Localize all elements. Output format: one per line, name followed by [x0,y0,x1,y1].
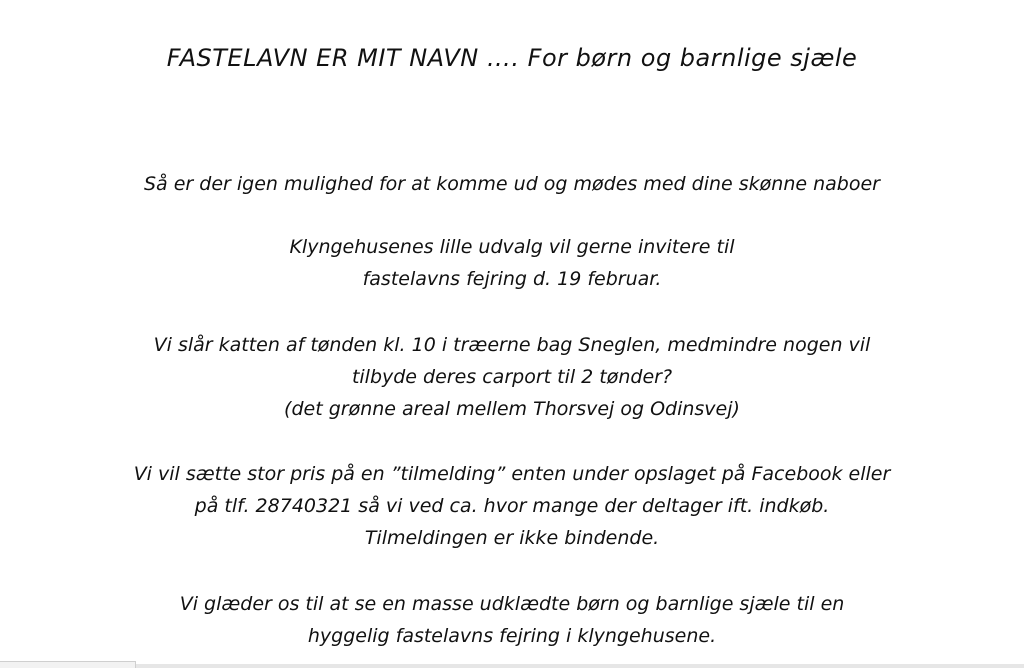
paragraph-line: Vi slår katten af tønden kl. 10 i træerne bag Sneglen, medmindre nogen vil [153,334,871,356]
document-title: FASTELAVN ER MIT NAVN …. For børn og barnlige sjæle [166,44,858,72]
horizontal-scrollbar[interactable] [0,664,1024,668]
paragraph-line: fastelavns fejring d. 19 februar. [362,268,662,290]
paragraph-line: på tlf. 28740321 så vi ved ca. hvor mange der deltager ift. indkøb. [194,495,830,517]
paragraph-invitation [0,231,1024,295]
paragraph-line: Vi vil sætte stor pris på en ”tilmelding” enten under opslaget på Facebook eller [133,463,891,485]
scrollbar-thumb[interactable] [0,661,136,668]
paragraph-registration [0,458,1024,554]
paragraph-line: Klyngehusenes lille udvalg vil gerne invitere til [289,236,735,258]
paragraph-line: hyggelig fastelavns fejring i klyngehusene. [307,625,717,647]
paragraph-line: Så er der igen mulighed for at komme ud og mødes med dine skønne naboer [144,173,880,195]
paragraph-line: Tilmeldingen er ikke bindende. [364,527,660,549]
paragraph-line: Vi glæder os til at se en masse udklædte børn og barnlige sjæle til en [179,593,845,615]
paragraph-line: tilbyde deres carport til 2 tønder? [351,366,673,388]
paragraph-intro [0,168,1024,200]
paragraph-line: (det grønne areal mellem Thorsvej og Odinsvej) [284,398,740,420]
paragraph-event-details [0,329,1024,425]
paragraph-closing [0,588,1024,652]
